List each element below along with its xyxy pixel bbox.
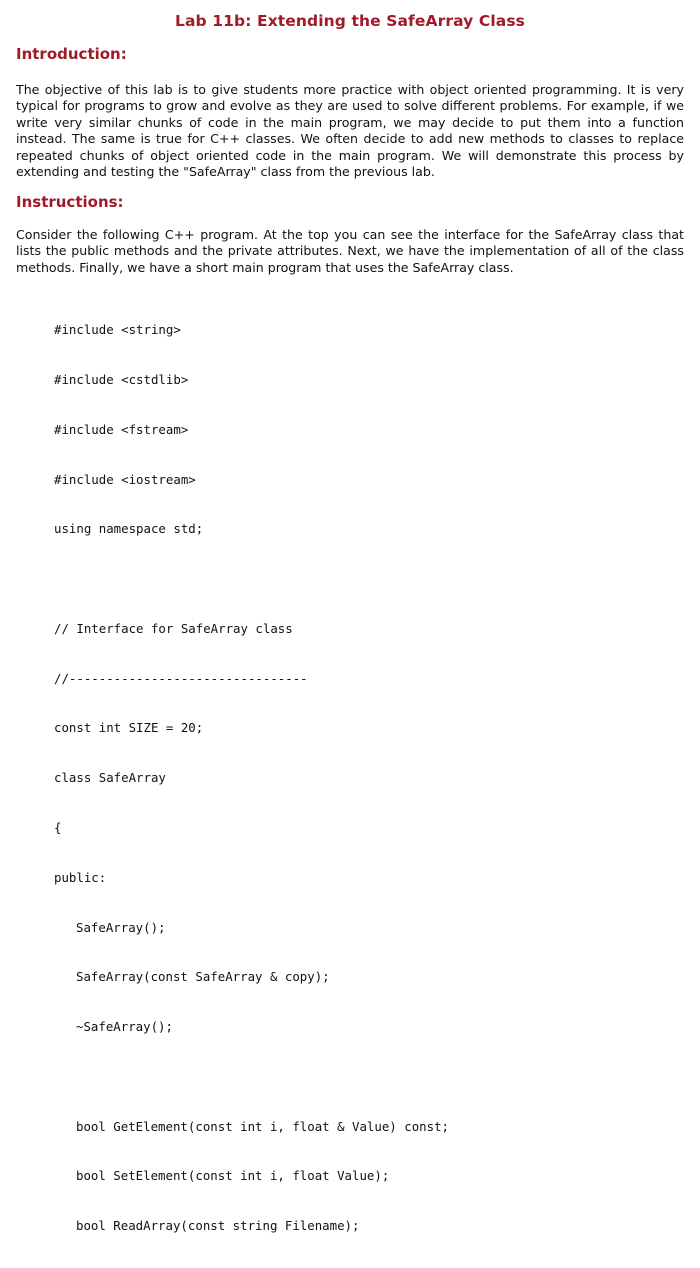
code-line: #include <cstdlib> [54, 371, 189, 387]
code-line [54, 1069, 449, 1086]
code-line: ~SafeArray(); [76, 1019, 173, 1035]
code-line: const int SIZE = 20; [54, 720, 204, 736]
introduction-heading: Introduction: [16, 45, 127, 63]
code-line: #include <iostream> [54, 471, 196, 487]
introduction-paragraph: The objective of this lab is to give students more practice with object oriented programming. It is very typical for programs to grow and evolve as they are used to solve different problems. For example, if we write very similar chunks of code in the main program, we may decide to put them into a function instead. The same is true for C++ classes. We often decide to add new methods to classes to replace repeated chunks of object oriented code in the main program. We will demonstrate this process by extending and testing the "SafeArray" class from the previous lab. [16, 82, 684, 180]
instructions-heading: Instructions: [16, 193, 124, 211]
instructions-paragraph: Consider the following C++ program. At the top you can see the interface for the SafeArray class that lists the public methods and the private attributes. Next, we have the implementation of all of the class methods. Finally, we have a short main program that uses the SafeArray class. [16, 227, 684, 275]
code-line: #include <string> [54, 322, 181, 338]
code-line [54, 571, 449, 588]
code-line: using namespace std; [54, 521, 204, 537]
code-line: bool SetElement(const int i, float Value); [76, 1168, 390, 1184]
code-line: #include <fstream> [54, 421, 189, 437]
code-line: // Interface for SafeArray class [54, 620, 293, 636]
code-line: SafeArray(); [76, 919, 166, 935]
code-line: public: [54, 869, 107, 885]
code-line: class SafeArray [54, 770, 166, 786]
code-line: SafeArray(const SafeArray & copy); [76, 969, 330, 985]
code-line: //-------------------------------- [54, 670, 308, 686]
code-listing [54, 289, 449, 1268]
code-line: { [54, 820, 62, 835]
page-title: Lab 11b: Extending the SafeArray Class [175, 12, 525, 30]
code-line: bool ReadArray(const string Filename); [76, 1218, 360, 1234]
code-line: bool GetElement(const int i, float & Value) const; [76, 1118, 449, 1134]
